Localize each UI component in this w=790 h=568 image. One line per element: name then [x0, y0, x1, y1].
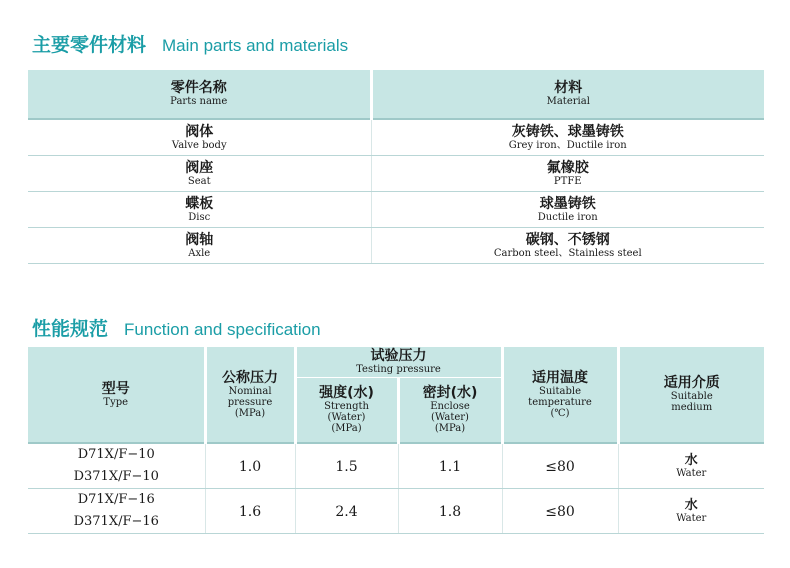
nominal-value: 1.6 [238, 504, 262, 520]
temp-cell [502, 443, 618, 489]
header-strength [295, 378, 398, 444]
medium-cell [618, 489, 764, 534]
enclose-cell [398, 489, 502, 534]
header-en: Enclose [430, 401, 470, 412]
header-zh: 适用介质 [663, 375, 720, 391]
material-zh: 球墨铸铁 [539, 195, 596, 212]
material-en: Carbon steel、Stainless steel [493, 247, 642, 259]
material-en: Grey iron、Ductile iron [508, 139, 627, 151]
header-zh: 密封(水) [422, 385, 478, 401]
part-cell [28, 156, 371, 192]
model-number: D71X/F−10 [77, 447, 155, 462]
table-row [28, 228, 764, 264]
header-parts-name [28, 70, 371, 119]
header-enclose [398, 378, 502, 444]
part-zh: 阀座 [185, 159, 214, 176]
part-cell [28, 192, 371, 228]
header-unit: (MPa) [434, 423, 466, 434]
material-cell [371, 119, 764, 156]
header-zh: 适用温度 [532, 369, 588, 386]
material-zh: 碳钢、不锈钢 [525, 231, 610, 248]
part-en: Disc [188, 211, 211, 223]
material-en: PTFE [553, 175, 582, 187]
header-en: temperature [528, 396, 592, 408]
section-title-en: Function and specification [124, 320, 321, 339]
medium-cell [618, 443, 764, 489]
material-cell [371, 192, 764, 228]
table-row [28, 489, 764, 534]
header-suitable-temperature [502, 347, 618, 443]
header-en: Type [103, 396, 129, 408]
header-zh: 强度(水) [319, 385, 374, 401]
part-en: Axle [188, 247, 211, 259]
medium-zh: 水 [684, 498, 698, 513]
temp-cell [502, 489, 618, 534]
table-row [28, 192, 764, 228]
part-cell [28, 119, 371, 156]
table-row [28, 156, 764, 192]
part-zh: 阀体 [185, 123, 214, 140]
medium-zh: 水 [684, 453, 698, 468]
header-en: (Water) [431, 412, 469, 423]
strength-value: 1.5 [335, 459, 358, 475]
section-title-materials [32, 34, 348, 57]
nominal-value: 1.0 [238, 459, 262, 475]
header-unit: (MPa) [234, 407, 266, 419]
section-title-zh: 性能规范 [32, 318, 109, 340]
temp-value: ≤80 [545, 504, 575, 520]
header-en: medium [671, 402, 713, 413]
strength-cell [295, 443, 398, 489]
header-testing-pressure [295, 347, 502, 378]
header-zh: 材料 [554, 80, 583, 96]
material-cell [371, 228, 764, 264]
header-suitable-medium [618, 347, 764, 443]
strength-cell [295, 489, 398, 534]
material-zh: 氟橡胶 [546, 159, 589, 176]
header-en: Suitable [670, 391, 713, 402]
enclose-cell [398, 443, 502, 489]
strength-value: 2.4 [335, 504, 358, 520]
part-en: Seat [187, 175, 211, 187]
header-en: Material [546, 96, 590, 107]
specification-table [28, 347, 764, 534]
enclose-value: 1.1 [438, 459, 462, 475]
header-en: Strength [324, 401, 369, 412]
table-row [28, 443, 764, 489]
header-unit: (℃) [550, 407, 570, 419]
model-number: D371X/F−16 [73, 514, 159, 529]
table-header-row [28, 70, 764, 119]
section-title-en: Main parts and materials [162, 36, 349, 55]
header-zh: 零件名称 [170, 80, 227, 96]
header-material [371, 70, 764, 119]
header-en: Testing pressure [356, 364, 441, 375]
part-zh: 蝶板 [185, 195, 214, 212]
model-cell [28, 443, 205, 489]
material-cell [371, 156, 764, 192]
header-zh: 公称压力 [222, 369, 278, 386]
header-zh: 型号 [101, 380, 130, 397]
section-title-zh: 主要零件材料 [32, 34, 147, 56]
material-zh: 灰铸铁、球墨铸铁 [511, 123, 624, 140]
parts-materials-table [28, 70, 764, 264]
part-cell [28, 228, 371, 264]
header-en: Parts name [170, 96, 228, 107]
table-header-row [28, 347, 764, 378]
header-unit: (MPa) [331, 423, 362, 434]
nominal-cell [205, 443, 295, 489]
nominal-cell [205, 489, 295, 534]
medium-en: Water [676, 468, 707, 479]
model-number: D71X/F−16 [77, 492, 155, 507]
header-nominal-pressure [205, 347, 295, 443]
material-en: Ductile iron [537, 211, 598, 223]
header-en: pressure [227, 396, 273, 408]
medium-en: Water [676, 513, 707, 524]
header-en: (Water) [327, 412, 366, 423]
temp-value: ≤80 [545, 459, 575, 475]
enclose-value: 1.8 [438, 504, 462, 520]
header-en: Suitable [539, 385, 581, 397]
part-zh: 阀轴 [185, 231, 214, 248]
table-row [28, 119, 764, 156]
header-zh: 试验压力 [370, 348, 427, 364]
model-number: D371X/F−10 [73, 469, 159, 484]
part-en: Valve body [171, 139, 227, 151]
section-title-specification [32, 314, 321, 341]
header-type [28, 347, 205, 443]
model-cell [28, 489, 205, 534]
header-en: Nominal [228, 385, 272, 397]
